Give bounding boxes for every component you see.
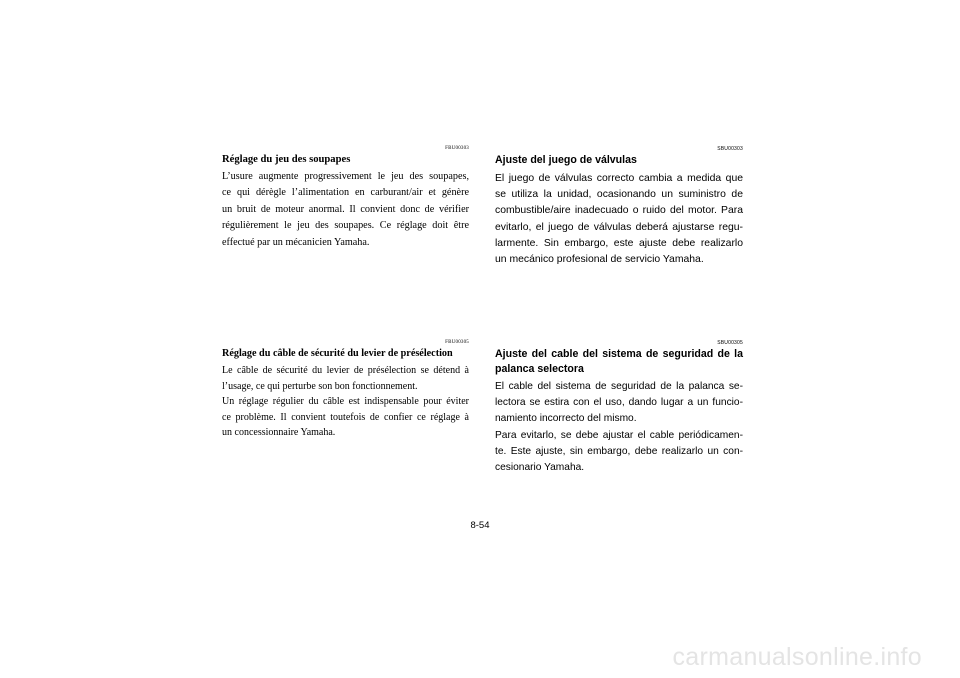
- es-body-line: se utiliza la unidad, ocasionando un suministro de: [495, 189, 743, 201]
- watermark-text: carmanualsonline.info: [672, 643, 922, 671]
- es-body-line: combustible/aire inadecuado o ruido del motor. Para: [495, 205, 743, 217]
- fr-body-line: ce problème. Il convient toutefois de confier ce réglage à: [222, 411, 469, 423]
- fr-section-code: FBU00303: [445, 146, 469, 151]
- es-section-shift-cable: [495, 340, 743, 476]
- es-body-line: El juego de válvulas correcto cambia a medida que: [495, 173, 743, 184]
- fr-section-shift-cable: [222, 340, 469, 441]
- fr-body-line: Un réglage régulier du câble est indispensable pour éviter: [222, 396, 469, 408]
- es-body-line: namiento incorrecto del mismo.: [495, 413, 637, 425]
- es-body-line: cesionario Yamaha.: [495, 462, 585, 474]
- es-body-line: Para evitarlo, se debe ajustar el cable periódicamen-: [495, 429, 743, 441]
- es-heading-line: Ajuste del cable del sistema de seguridad de la: [495, 348, 743, 360]
- es-section-code: SBU00303: [717, 146, 743, 152]
- fr-section-body: [222, 363, 469, 441]
- es-body-line: te. Este ajuste, sin embargo, debe realizarlo un con-: [495, 445, 743, 457]
- es-section-heading: [495, 347, 743, 377]
- es-body-line: larmente. Sin embargo, este ajuste debe realizarlo: [495, 237, 743, 249]
- fr-section-heading: Réglage du câble de sécurité du levier de présélection: [222, 348, 453, 359]
- fr-body-line: un bruit de moteur anormal. Il convient donc de vérifier: [222, 203, 469, 215]
- fr-body-line: Le câble de sécurité du levier de présélection se détend à: [222, 365, 469, 376]
- es-body-line: un mecánico profesional de servicio Yamaha.: [495, 254, 704, 266]
- page-number: 8-54: [470, 520, 490, 531]
- fr-section-code: FBU00305: [445, 340, 469, 345]
- es-section-body: [495, 379, 743, 476]
- fr-body-line: régulièrement le jeu des soupapes. Ce réglage doit être: [222, 220, 469, 232]
- es-section-code: SBU00305: [717, 340, 743, 346]
- fr-body-line: un concessionnaire Yamaha.: [222, 427, 336, 439]
- fr-body-line: L’usure augmente progressivement le jeu des soupapes,: [222, 171, 469, 182]
- fr-section-body: [222, 169, 469, 251]
- fr-body-line: ce qui dérègle l’alimentation en carburant/air et génère: [222, 187, 469, 199]
- es-heading-line: palanca selectora: [495, 363, 584, 375]
- es-body-line: El cable del sistema de seguridad de la palanca se-: [495, 381, 743, 392]
- fr-section-valve-clearance: [222, 146, 469, 251]
- es-body-line: evitarlo, el juego de válvulas deberá ajustarse regu-: [495, 221, 743, 233]
- fr-body-line: effectué par un mécanicien Yamaha.: [222, 236, 370, 248]
- es-section-valve-clearance: [495, 146, 743, 268]
- es-section-heading: Ajuste del juego de válvulas: [495, 154, 637, 166]
- fr-body-line: l’usage, ce qui perturbe son bon fonctionnement.: [222, 380, 418, 392]
- es-body-line: lectora se estira con el uso, dando lugar a un funcio-: [495, 397, 743, 409]
- fr-section-heading: Réglage du jeu des soupapes: [222, 154, 351, 165]
- es-section-body: [495, 171, 743, 268]
